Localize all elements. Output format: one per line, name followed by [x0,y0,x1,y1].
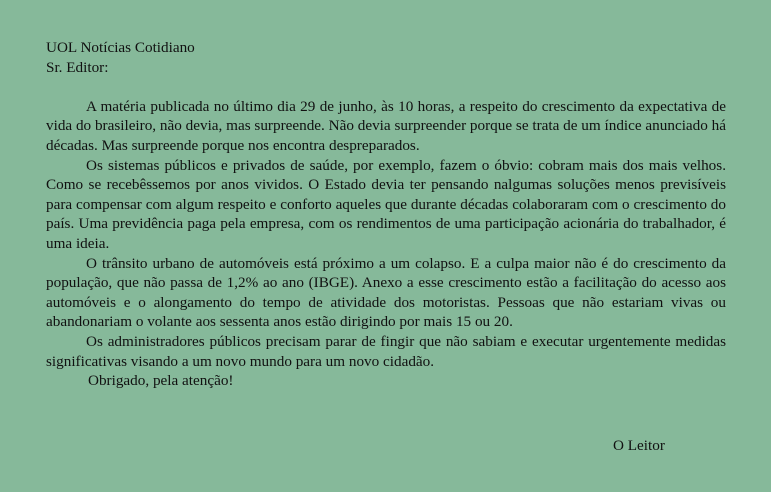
paragraph-4: Os administradores públicos precisam parar de fingir que não sabiam e executar urgentemente medidas significativas visando a um novo mundo para um novo cidadão. [46,332,726,370]
signature: O Leitor [613,437,665,454]
paragraph-1: A matéria publicada no último dia 29 de junho, às 10 horas, a respeito do crescimento da expectativa de vida do brasileiro, não devia, mas surpreende. Não devia surpreender porque se trata de um índice anunciado há décadas. Mas surpreende porque nos encontra despreparados. [46,97,726,154]
salutation: Sr. Editor: [46,58,109,76]
paragraph-2: Os sistemas públicos e privados de saúde, por exemplo, fazem o óbvio: cobram mais dos mais velhos. Como se recebêssemos por anos vividos. O Estado devia ter pensando nalgumas soluções menos previsíveis para compensar com algum respeito e conforto aqueles que durante décadas colaboraram com o crescimento do país. Uma previdência paga pela empresa, com os rendimentos de uma participação acionária do trabalhador, é uma ideia. [46,156,726,252]
closing-line: Obrigado, pela atenção! [88,372,234,390]
paragraph-3: O trânsito urbano de automóveis está próximo a um colapso. E a culpa maior não é do crescimento da população, que não passa de 1,2% ao ano (IBGE). Anexo a esse crescimento estão a facilitação do acesso aos automóveis e o alongamento do tempo de atividade dos motoristas. Pessoas que não estariam vivas ou abandonariam o volante aos sessenta anos estão dirigindo por mais 15 ou 20. [46,254,726,331]
publication-name: UOL Notícias Cotidiano [46,39,195,56]
blank-line [46,77,726,97]
letter-body [46,38,726,391]
